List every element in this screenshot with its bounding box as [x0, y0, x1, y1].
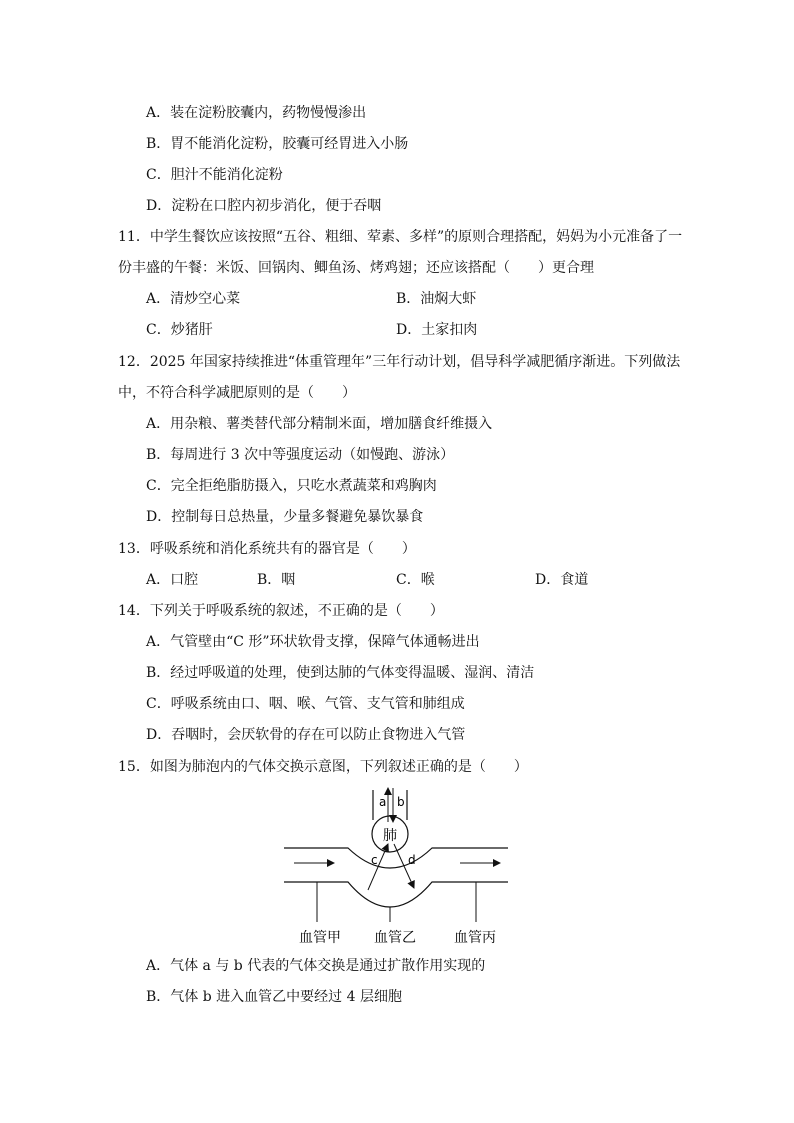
label-vessel-3: 血管丙	[454, 930, 496, 946]
q13-stem: 13．呼吸系统和消化系统共有的器官是（ ）	[118, 541, 416, 557]
q11-option-c: C．炒猪肝	[146, 322, 213, 338]
label-b: b	[397, 795, 405, 809]
q14-option-d: D．吞咽时，会厌软骨的存在可以防止食物进入气管	[146, 727, 466, 743]
label-c: c	[371, 853, 378, 867]
q14-option-b: B．经过呼吸道的处理，使到达肺的气体变得温暖、湿润、清洁	[146, 665, 535, 681]
q14-stem: 14．下列关于呼吸系统的叙述，不正确的是（ ）	[118, 603, 444, 619]
alveolus-gas-exchange-diagram	[280, 782, 520, 952]
q11-stem-line1: 11．中学生餐饮应该按照“五谷、粗细、荤素、多样”的原则合理搭配，妈妈为小元准备了一	[118, 229, 683, 245]
q13-option-b: B．咽	[257, 572, 296, 588]
q14-option-c: C．呼吸系统由口、咽、喉、气管、支气管和肺组成	[146, 696, 465, 712]
label-a: a	[379, 795, 387, 809]
q10-option-a: A．装在淀粉胶囊内，药物慢慢渗出	[146, 105, 367, 121]
arrow-c	[368, 844, 388, 890]
q10-option-b: B．胃不能消化淀粉，胶囊可经胃进入小肠	[146, 136, 409, 152]
q12-option-a: A．用杂粮、薯类替代部分精制米面，增加膳食纤维摄入	[146, 416, 493, 432]
label-vessel-1: 血管甲	[299, 930, 341, 946]
q12-stem-line2: 中，不符合科学减肥原则的是（ ）	[118, 385, 356, 401]
q12-option-b: B．每周进行 3 次中等强度运动（如慢跑、游泳）	[146, 447, 455, 463]
q12-option-c: C．完全拒绝脂肪摄入，只吃水煮蔬菜和鸡胸肉	[146, 478, 437, 494]
q11-option-a: A．清炒空心菜	[146, 291, 241, 307]
q12-stem-line1: 12．2025 年国家持续推进“体重管理年”三年行动计划，倡导科学减肥循序渐进。下列做法	[118, 354, 681, 370]
q14-option-a: A．气管壁由“C 形”环状软骨支撑，保障气体通畅进出	[146, 634, 480, 650]
label-lung: 肺	[383, 828, 397, 844]
label-d: d	[408, 853, 416, 867]
q15-option-a: A．气体 a 与 b 代表的气体交换是通过扩散作用实现的	[146, 958, 486, 974]
q15-stem: 15．如图为肺泡内的气体交换示意图，下列叙述正确的是（ ）	[118, 759, 528, 775]
vessel-lower-wall	[284, 882, 508, 907]
q10-option-d: D．淀粉在口腔内初步消化，便于吞咽	[146, 198, 382, 214]
q15-option-b: B．气体 b 进入血管乙中要经过 4 层细胞	[146, 989, 402, 1005]
q13-option-a: A．口腔	[146, 572, 199, 588]
q13-option-d: D．食道	[535, 572, 589, 588]
q11-option-d: D．土家扣肉	[396, 322, 478, 338]
q10-option-c: C．胆汁不能消化淀粉	[146, 167, 283, 183]
q13-option-c: C．喉	[396, 572, 435, 588]
label-vessel-2: 血管乙	[374, 930, 416, 946]
q11-option-b: B．油焖大虾	[396, 291, 477, 307]
q11-stem-line2: 份丰盛的午餐：米饭、回锅肉、鲫鱼汤、烤鸡翅；还应该搭配（ ）更合理	[118, 260, 594, 276]
q12-option-d: D．控制每日总热量，少量多餐避免暴饮暴食	[146, 509, 424, 525]
